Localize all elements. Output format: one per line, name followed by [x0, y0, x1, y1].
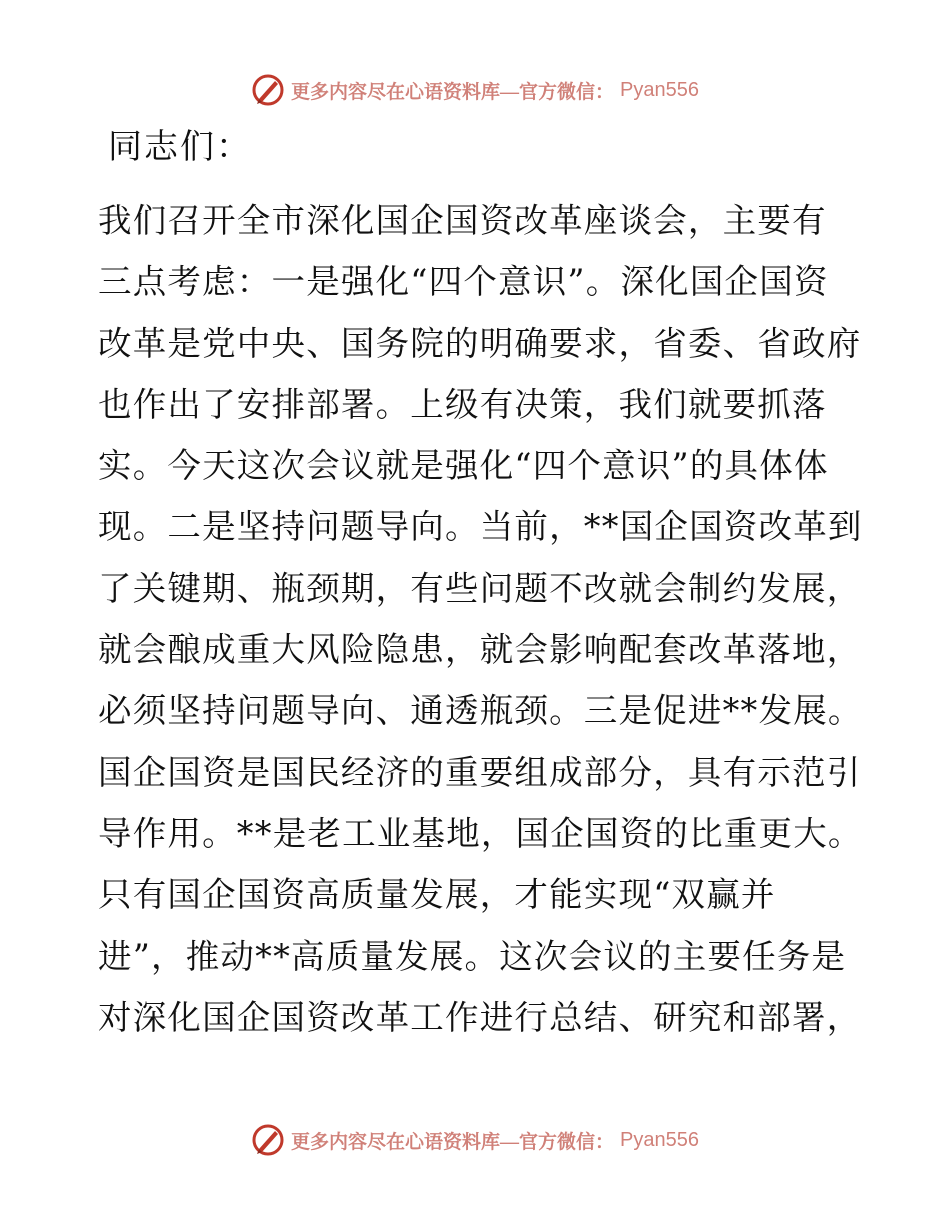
text-line: 只有国企国资高质量发展，才能实现“双赢并	[98, 875, 776, 915]
text-line: 我们召开全市深化国企国资改革座谈会，主要有	[98, 201, 827, 240]
text-line: 也作出了安排部署。上级有决策，我们就要抓落	[98, 384, 827, 424]
text-line: 改革是党中央、国务院的明确要求，省委、省政府	[98, 323, 862, 363]
watermark-text: 更多内容尽在心语资料库—官方微信：	[291, 81, 615, 103]
text-line: 必须坚持问题导向、通透瓶颈。三是促进**发展。	[98, 691, 863, 731]
text-line: 国企国资是国民经济的重要组成部分，具有示范引	[98, 752, 862, 792]
text-line: 导作用。**是老工业基地，国企国资的比重更大。	[98, 813, 863, 853]
body-paragraph	[98, 190, 863, 1048]
greeting: 同志们：	[108, 127, 252, 167]
pen-circle-icon	[251, 73, 285, 107]
text-line: 对深化国企国资改革工作进行总结、研究和部署，	[98, 997, 862, 1037]
footer-watermark	[0, 1120, 950, 1160]
pen-circle-icon	[251, 1123, 285, 1157]
text-line: 了关键期、瓶颈期，有些问题不改就会制约发展，	[98, 568, 862, 608]
text-line: 实。今天这次会议就是强化“四个意识”的具体体	[98, 446, 829, 486]
text-line: 三点考虑：一是强化“四个意识”。深化国企国资	[98, 262, 829, 302]
header-watermark	[0, 70, 950, 110]
watermark-account: Pyan556	[620, 78, 699, 101]
text-line: 就会酿成重大风险隐患，就会影响配套改革落地，	[98, 630, 862, 670]
watermark-account: Pyan556	[620, 1128, 699, 1151]
text-line: 现。二是坚持问题导向。当前，**国企国资改革到	[98, 507, 863, 547]
watermark-text: 更多内容尽在心语资料库—官方微信：	[291, 1131, 615, 1153]
text-line: 进”，推动**高质量发展。这次会议的主要任务是	[98, 936, 847, 976]
